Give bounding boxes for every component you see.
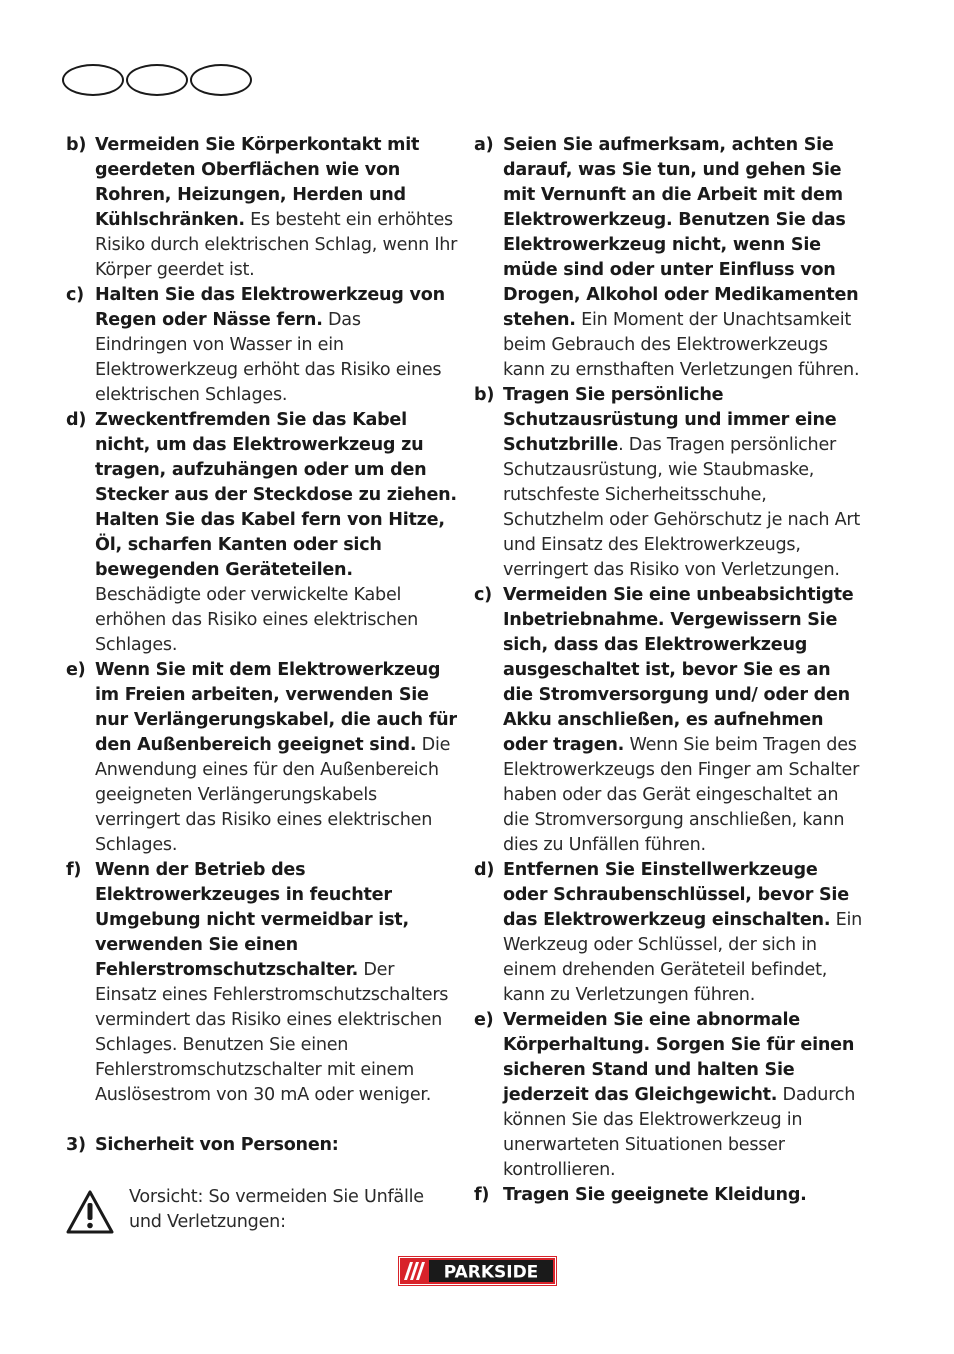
left-item-e — [66, 658, 458, 858]
item-bold-text: Tragen Sie persönliche Schutzausrüstung und immer eine Schutzbrille — [503, 385, 837, 455]
item-label: a) — [474, 135, 494, 155]
right-item-e — [474, 1008, 866, 1183]
item-text: Die Anwendung eines für den Außenbereich geeigneten Verlängerungskabels verringert das Risiko eines elektrischen Schlages. — [95, 735, 451, 855]
item-label: d) — [474, 860, 495, 880]
item-label: c) — [474, 585, 492, 605]
item-label: c) — [66, 285, 84, 305]
right-item-c — [474, 583, 866, 858]
item-text: Der Einsatz eines Fehlerstromschutzschalters vermindert das Risiko eines elektrischen Schlages. Benutzen Sie einen Fehlerstromschutzschalter mit einem Auslösestrom von 30 mA oder weniger. — [95, 960, 449, 1105]
item-text: Das Eindringen von Wasser in ein Elektrowerkzeug erhöht das Risiko eines elektrischen Schlages. — [95, 310, 442, 405]
item-text: Ein Moment der Unachtsamkeit beim Gebrauch des Elektrowerkzeugs kann zu ernsthaften Verletzungen führen. — [503, 310, 860, 380]
item-bold-text: Vermeiden Sie Körperkontakt mit geerdeten Oberflächen wie von Rohren, Heizungen, Herden und Kühlschränken. — [95, 135, 420, 230]
left-item-b — [66, 133, 458, 283]
item-bold-text: Entfernen Sie Einstellwerkzeuge oder Schraubenschlüssel, bevor Sie das Elektrowerkzeug einschalten. — [503, 860, 849, 930]
item-text: Ein Werkzeug oder Schlüssel, der sich in einem drehenden Geräteteil befindet, kann zu Verletzungen führen. — [503, 910, 863, 1005]
warning-triangle-icon — [66, 1190, 114, 1234]
item-label: b) — [66, 135, 87, 155]
right-item-a — [474, 133, 866, 383]
item-text: Es besteht ein erhöhtes Risiko durch elektrischen Schlag, wenn Ihr Körper geerdet ist. — [95, 210, 458, 280]
item-bold-text: Tragen Sie geeignete Kleidung. — [503, 1185, 807, 1205]
language-oval-3 — [190, 64, 252, 96]
item-text: Dadurch können Sie das Elektrowerkzeug in unerwarteten Situationen besser kontrollieren. — [503, 1085, 856, 1180]
parkside-logo — [398, 1256, 557, 1286]
item-bold-text: Zweckentfremden Sie das Kabel nicht, um das Elektrowerkzeug zu tragen, aufzuhängen oder um den Stecker aus der Steckdose zu ziehen. Halten Sie das Kabel fern von Hitze, Öl, scharfen Kanten oder sich bewegenden Geräteteilen. — [95, 410, 457, 580]
item-bold-text: Wenn Sie mit dem Elektrowerkzeug im Freien arbeiten, verwenden Sie nur Verlängerungskabel, die auch für den Außenbereich geeignet sind. — [95, 660, 457, 755]
item-label: e) — [474, 1010, 494, 1030]
section-heading — [66, 1133, 339, 1158]
right-item-d — [474, 858, 866, 1008]
item-bold-text: Wenn der Betrieb des Elektrowerkzeuges in feuchter Umgebung nicht vermeidbar ist, verwenden Sie einen Fehlerstromschutzschalter. — [95, 860, 409, 980]
item-label: f) — [474, 1185, 490, 1205]
section-title: Sicherheit von Personen: — [95, 1135, 339, 1155]
item-bold-text: Halten Sie das Elektrowerkzeug von Regen oder Nässe fern. — [95, 285, 445, 330]
right-item-f — [474, 1183, 866, 1208]
right-column — [474, 133, 866, 1208]
item-text: . Das Tragen persönlicher Schutzausrüstung, wie Staubmaske, rutschfeste Sicherheitsschuhe, Schutzhelm oder Gehörschutz je nach Art und Einsatz des Elektrowerkzeugs, verringert das Risiko von Verletzungen. — [503, 435, 860, 580]
item-text: Wenn Sie beim Tragen des Elektrowerkzeugs den Finger am Schalter haben oder das Gerät eingeschaltet an die Stromversorgung anschließen, kann dies zu Unfällen führen. — [503, 735, 860, 855]
item-label: f) — [66, 860, 82, 880]
logo-text: PARKSIDE — [443, 1262, 539, 1283]
item-label: d) — [66, 410, 87, 430]
language-oval-1 — [62, 64, 124, 96]
language-oval-2 — [126, 64, 188, 96]
item-text: Beschädigte oder verwickelte Kabel erhöhen das Risiko eines elektrischen Schlages. — [95, 585, 419, 655]
left-item-d — [66, 408, 458, 658]
item-bold-text: Seien Sie aufmerksam, achten Sie darauf, was Sie tun, und gehen Sie mit Vernunft an die Arbeit mit dem Elektrowerkzeug. Benutzen Sie das Elektrowerkzeug nicht, wenn Sie müde sind oder unter Einfluss von Drogen, Alkohol oder Medikamenten stehen. — [503, 135, 859, 330]
item-label: e) — [66, 660, 86, 680]
section-number: 3) — [66, 1135, 86, 1155]
right-item-b — [474, 383, 866, 583]
item-bold-text: Vermeiden Sie eine abnormale Körperhaltung. Sorgen Sie für einen sicheren Stand und halten Sie jederzeit das Gleichgewicht. — [503, 1010, 855, 1105]
item-bold-text: Vermeiden Sie eine unbeabsichtigte Inbetriebnahme. Vergewissern Sie sich, dass das Elektrowerkzeug ausgeschaltet ist, bevor Sie es an die Stromversorgung und/ oder den Akku anschließen, es aufnehmen oder tragen. — [503, 585, 854, 755]
warning-text: Vorsicht: So vermeiden Sie Unfälle und Verletzungen: — [129, 1187, 424, 1232]
left-item-c — [66, 283, 458, 408]
left-item-f — [66, 858, 458, 1108]
item-label: b) — [474, 385, 495, 405]
left-column — [66, 133, 458, 1108]
